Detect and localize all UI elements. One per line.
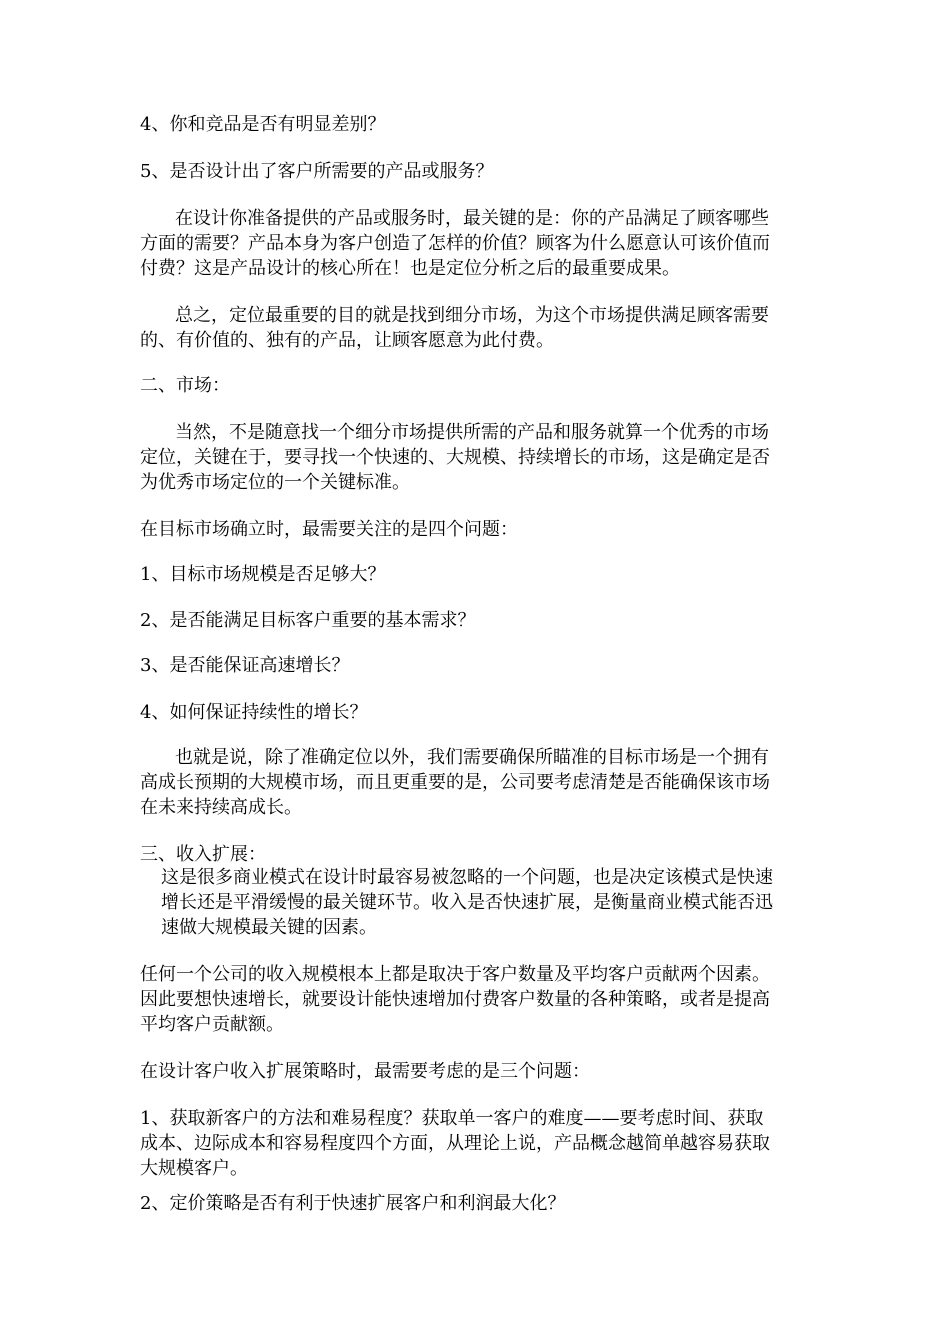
text-line: 定位，关键在于，要寻找一个快速的、大规模、持续增长的市场，这是确定是否 [140,447,770,468]
text-line: 2、是否能满足目标客户重要的基本需求？ [140,610,476,631]
text-line: 这是很多商业模式在设计时最容易被忽略的一个问题，也是决定该模式是快速 [161,867,773,888]
text-line: 2、定价策略是否有利于快速扩展客户和利润最大化？ [140,1193,566,1214]
text-line: 方面的需要？产品本身为客户创造了怎样的价值？顾客为什么愿意认可该价值而 [140,233,770,254]
text-line: 成本、边际成本和容易程度四个方面，从理论上说，产品概念越简单越容易获取 [140,1133,770,1154]
text-line: 总之，定位最重要的目的就是找到细分市场，为这个市场提供满足顾客需要 [175,305,769,326]
text-line: 1、获取新客户的方法和难易程度？获取单一客户的难度——要考虑时间、获取 [140,1108,764,1129]
text-line: 的、有价值的、独有的产品，让顾客愿意为此付费。 [140,330,554,351]
text-line: 在未来持续高成长。 [140,797,302,818]
section-heading: 二、市场： [140,375,230,396]
text-line: 速做大规模最关键的因素。 [161,917,377,938]
text-line: 高成长预期的大规模市场，而且更重要的是，公司要考虑清楚是否能确保该市场 [140,772,770,793]
text-line: 因此要想快速增长，就要设计能快速增加付费客户数量的各种策略，或者是提高 [140,989,770,1010]
section-heading: 三、收入扩展： [140,844,266,865]
text-line: 也就是说，除了准确定位以外，我们需要确保所瞄准的目标市场是一个拥有 [175,747,769,768]
text-line: 在设计你准备提供的产品或服务时，最关键的是：你的产品满足了顾客哪些 [175,208,769,229]
text-line: 1、目标市场规模是否足够大？ [140,564,386,585]
text-line: 5、是否设计出了客户所需要的产品或服务？ [140,161,494,182]
text-line: 在目标市场确立时，最需要关注的是四个问题： [140,519,518,540]
text-line: 大规模客户。 [140,1158,248,1179]
text-line: 为优秀市场定位的一个关键标准。 [140,472,410,493]
text-line: 任何一个公司的收入规模根本上都是取决于客户数量及平均客户贡献两个因素。 [140,964,770,985]
text-line: 付费？这是产品设计的核心所在！也是定位分析之后的最重要成果。 [140,258,680,279]
text-line: 4、你和竞品是否有明显差别？ [140,114,386,135]
text-line: 在设计客户收入扩展策略时，最需要考虑的是三个问题： [140,1061,590,1082]
text-line: 平均客户贡献额。 [140,1014,284,1035]
text-line: 当然，不是随意找一个细分市场提供所需的产品和服务就算一个优秀的市场 [175,422,769,443]
text-line: 4、如何保证持续性的增长？ [140,702,368,723]
text-line: 增长还是平滑缓慢的最关键环节。收入是否快速扩展，是衡量商业模式能否迅 [161,892,773,913]
text-line: 3、是否能保证高速增长？ [140,655,350,676]
